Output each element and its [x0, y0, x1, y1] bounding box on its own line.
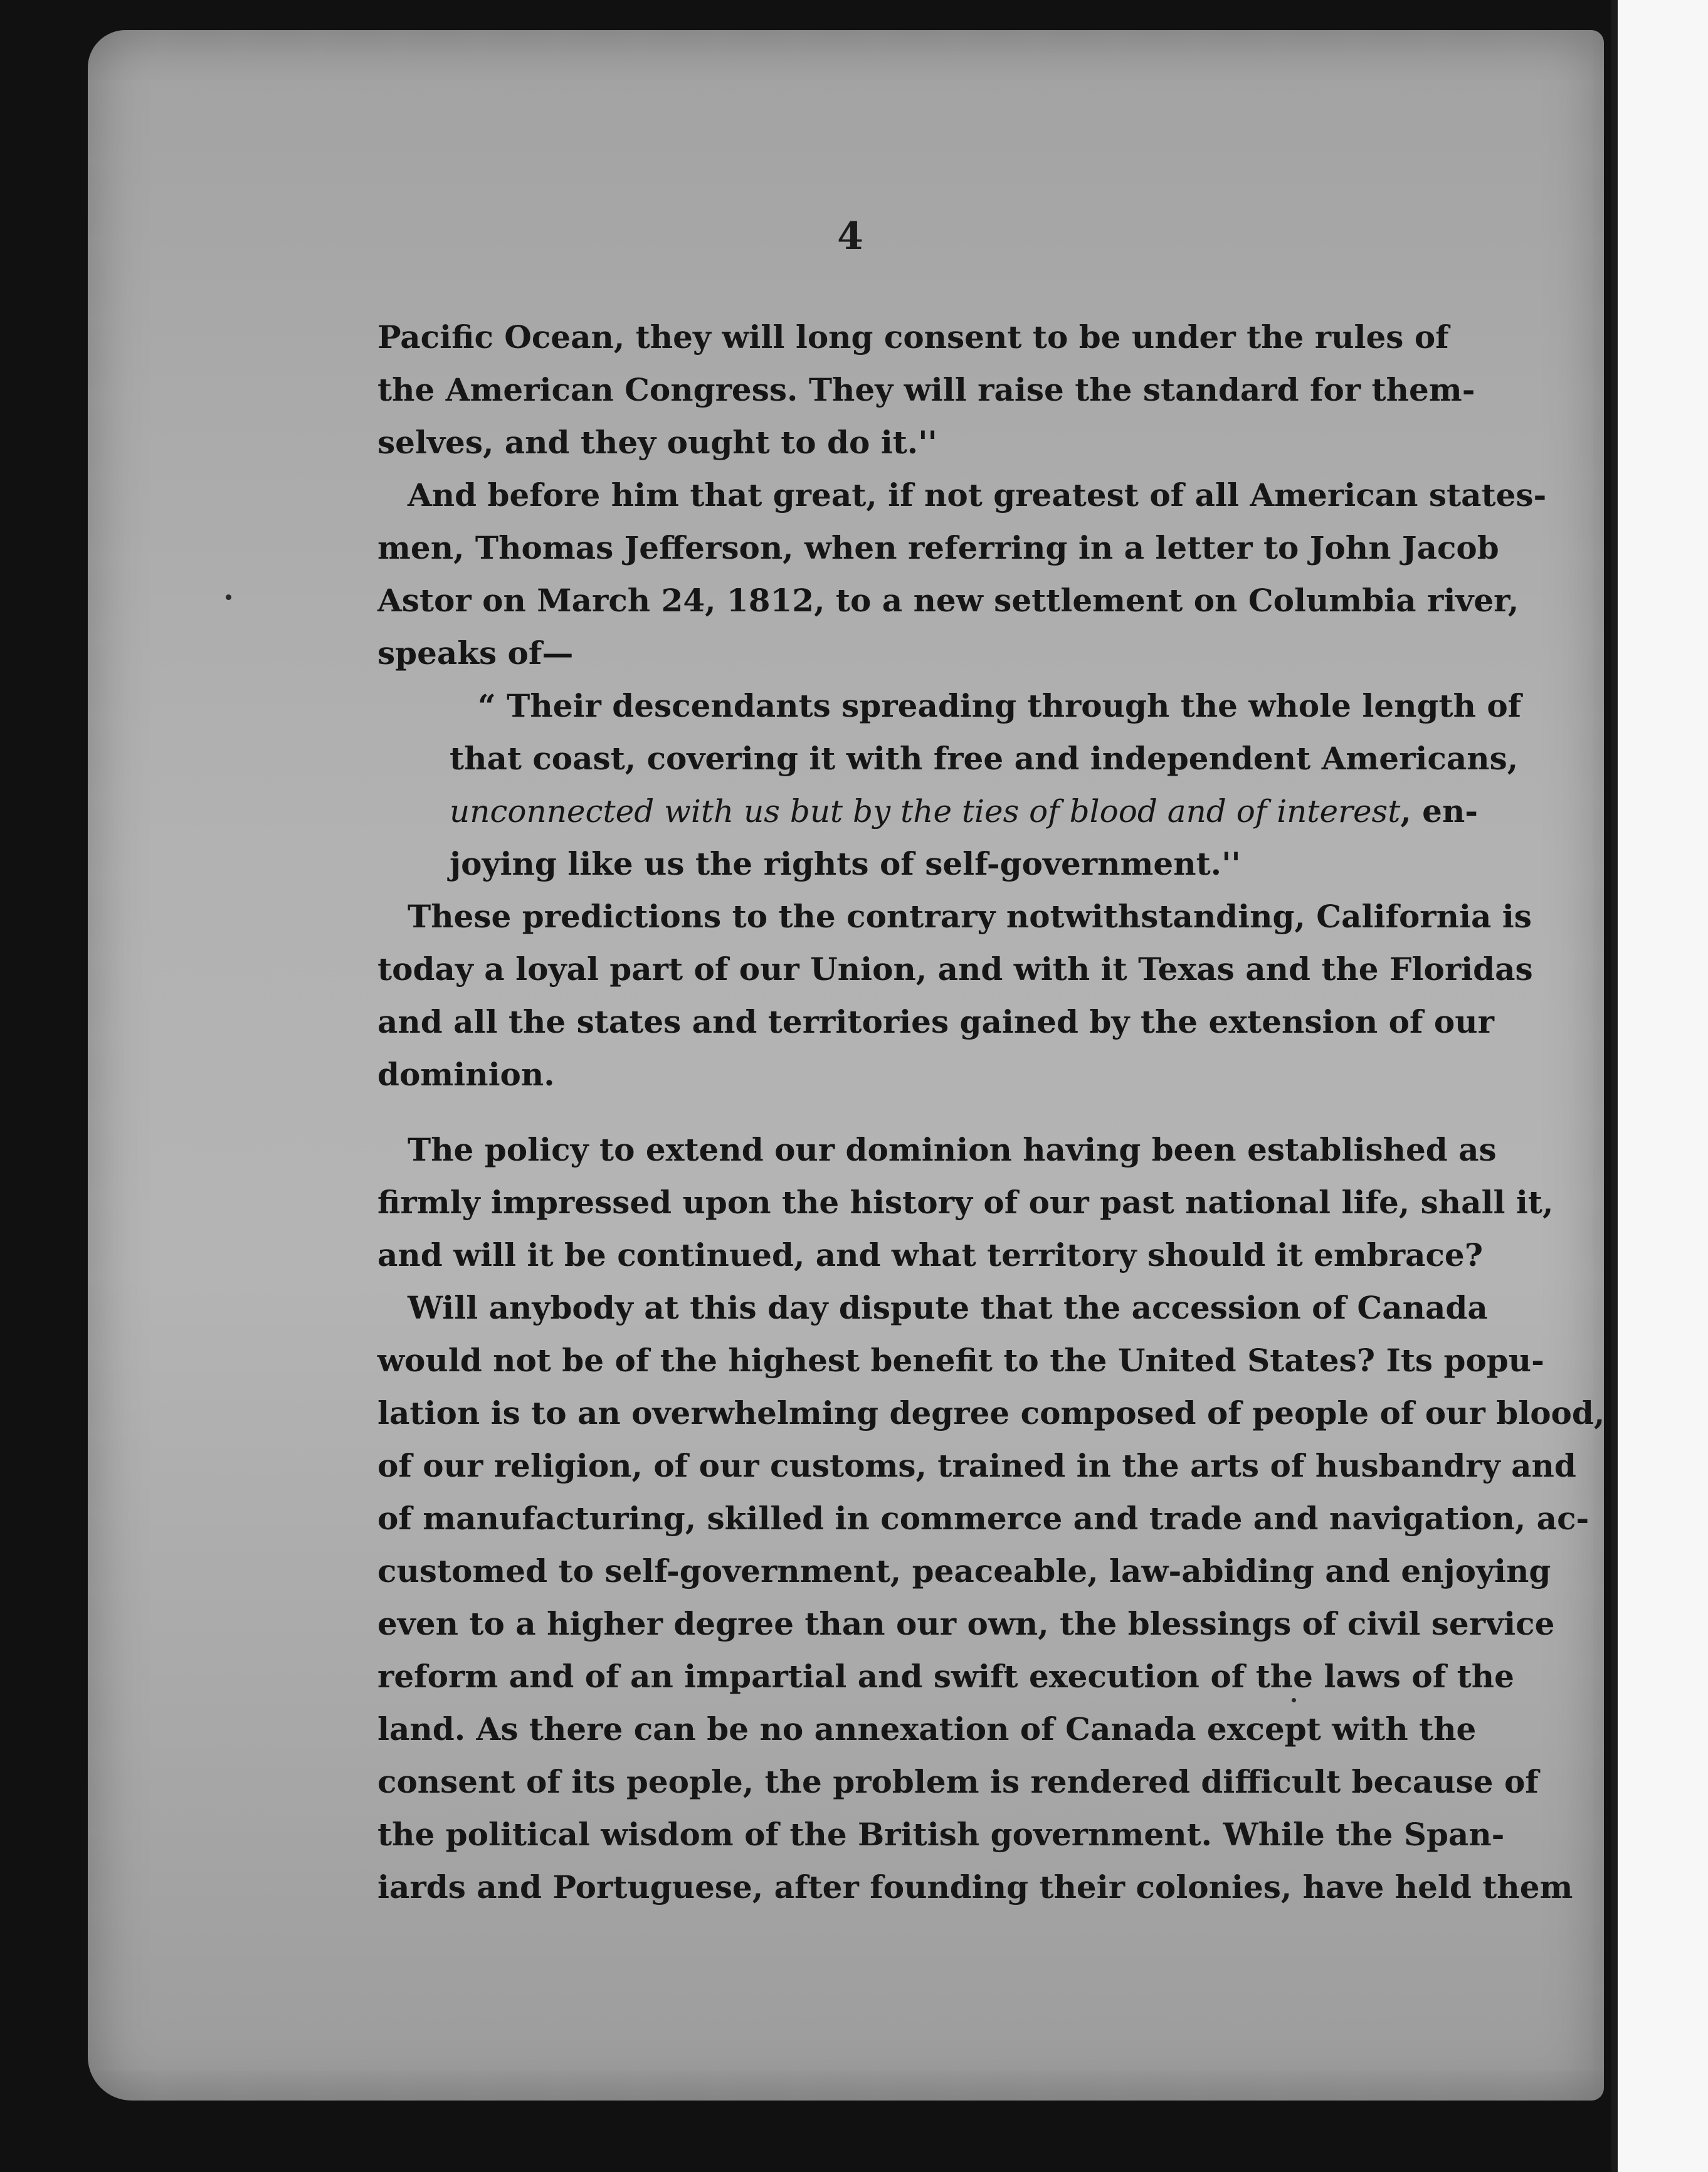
block-quote	[450, 680, 1522, 890]
text-line: firmly impressed upon the history of our past national life, shall it,	[377, 1184, 1554, 1221]
quote-line: joying like us the rights of self-government.''	[450, 845, 1241, 882]
text-line: These predictions to the contrary notwithstanding, California is	[408, 898, 1532, 935]
text-line: would not be of the highest benefit to the United States? Its popu-	[377, 1342, 1544, 1379]
scan-speck	[226, 594, 231, 600]
text-line: and all the states and territories gained by the extension of our	[377, 1003, 1494, 1040]
quote-line-tail: , en-	[1400, 793, 1479, 830]
text-line: Astor on March 24, 1812, to a new settlement on Columbia river,	[377, 582, 1519, 619]
text-line: consent of its people, the problem is rendered difficult because of	[377, 1763, 1539, 1800]
text-line: land. As there can be no annexation of Canada except with the	[377, 1711, 1477, 1748]
text-line: selves, and they ought to do it.''	[377, 424, 937, 461]
text-line: customed to self-government, peaceable, law-abiding and enjoying	[377, 1553, 1551, 1589]
text-line: Pacific Ocean, they will long consent to be under the rules of	[377, 319, 1449, 356]
text-line: today a loyal part of our Union, and with it Texas and the Floridas	[377, 951, 1533, 988]
paragraph-canada	[377, 1282, 1605, 1914]
text-line: of our religion, of our customs, trained in the arts of husbandry and	[377, 1447, 1576, 1484]
paragraph-policy	[377, 1124, 1554, 1282]
paragraph-predictions	[377, 890, 1533, 1101]
text-line: reform and of an impartial and swift execution of the laws of the	[377, 1658, 1514, 1695]
body-text	[377, 311, 1605, 1914]
text-line: the American Congress. They will raise the standard for them-	[377, 371, 1475, 408]
text-line: lation is to an overwhelming degree composed of people of our blood,	[377, 1394, 1605, 1431]
text-line: the political wisdom of the British government. While the Span-	[377, 1816, 1505, 1853]
text-line: And before him that great, if not greatest of all American states-	[408, 477, 1547, 514]
paragraph-continuation	[377, 311, 1475, 469]
facing-page-edge	[1611, 0, 1708, 2172]
text-line: The policy to extend our dominion having been established as	[408, 1131, 1497, 1168]
text-line: iards and Portuguese, after founding their colonies, have held them	[377, 1869, 1573, 1906]
page-number: 4	[837, 214, 863, 258]
text-line: speaks of—	[377, 635, 574, 672]
quote-line: “ Their descendants spreading through the whole length of	[478, 687, 1522, 724]
text-line: and will it be continued, and what territory should it embrace?	[377, 1236, 1484, 1273]
text-line: men, Thomas Jefferson, when referring in a letter to John Jacob	[377, 529, 1499, 566]
text-line: Will anybody at this day dispute that the accession of Canada	[408, 1289, 1488, 1326]
quote-line	[450, 785, 1479, 838]
text-line: even to a higher degree than our own, the blessings of civil service	[377, 1605, 1555, 1642]
text-line: dominion.	[377, 1056, 555, 1093]
text-line: of manufacturing, skilled in commerce and trade and navigation, ac-	[377, 1500, 1589, 1537]
quote-line: that coast, covering it with free and independent Americans,	[450, 740, 1519, 777]
paragraph-jefferson	[377, 469, 1547, 680]
italic-emphasis: unconnected with us but by the ties of blood and of interest	[450, 793, 1401, 830]
paragraph-spacer	[377, 1101, 1362, 1124]
